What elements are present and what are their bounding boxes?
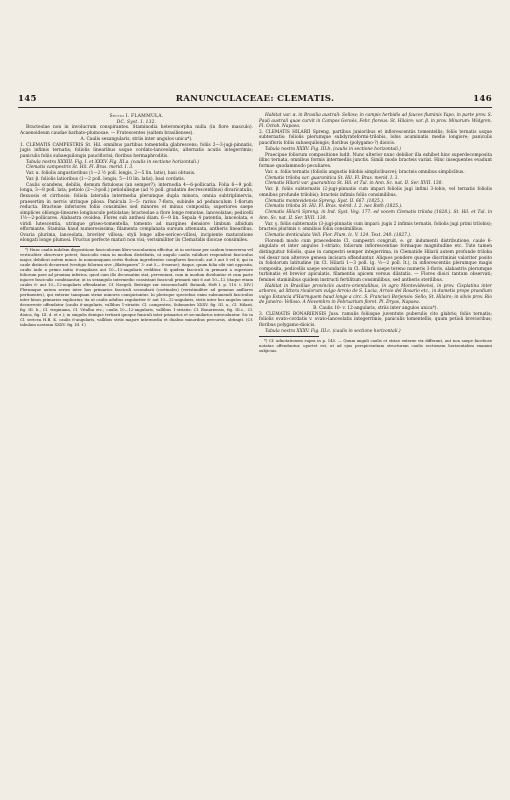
body-paragraph: Var. γ. foliis subternatis (3-jugi-pinnatis cum impari: jugis 2 infimis ternatis, foliolis jugi primi trilobis); bracteis plurimis v. omnibus foliis consimilibus. bbox=[259, 221, 492, 233]
citation: Clematis denticulata Vell. Flor. Flum. lc. V. 124. Text. 240. (1827.). bbox=[265, 233, 412, 239]
citation: Habitat var. α. in Brasilia australi: Sellow; in campis herbidis ad fauces fluminis Yapo, in parte prov. S. Pauli australi quae curvit in Campos Geraës, Febr. floreus: St. Hilaire; var. β. in prov. Minarum: Widgren. Fl. Octob. Napaea. bbox=[259, 113, 492, 130]
citation: Clematis triloba St. Hil. Fl. Bras. mérid. I. 2. nec Roth (1825.). bbox=[265, 204, 403, 210]
running-header bbox=[18, 94, 492, 106]
citation: Tabula nostra XXXV. Fig. III.b. (caulis in sectione horizontali.) bbox=[265, 146, 401, 152]
page-number-right: 146 bbox=[473, 94, 492, 104]
citation: Clematis Hilarii Spreng. in Ind. Syst. Veg. 177. ed vocem Clematis triloba (1828.). St. Hil. et Tul. in Ann. Sc. nat. II. Ser. XVII. 130. bbox=[259, 210, 492, 221]
citation: Clematis montevidensis Spreng. Syst. II. 667. (1825.). bbox=[265, 198, 385, 204]
header-rule bbox=[18, 107, 492, 108]
footnotes bbox=[20, 248, 253, 327]
body-paragraph: Caulis scandens, debilis, demum fistulosus (an semper?); internodia 4—6-pollicaria. Folia 6—9 poll. longa, 3—8 poll. lata; petiolo (2—3-poll.) petiolulisque (ad ½ poll. gradatim decrescentibus) divaricatulis, flexuosis et cirrhosis: foliola lateralia intermedia plerumque dupla minora, omnia subtriplinervia, praesertim in nervis utrinque pilosa. Panicula 3—5- rarius 7-flora, subinde ad pedunculum 1-florum reducta. Bracteae inferiores foliis consimiles sed minores et minus composita; superiores saepe simplices oblongo-lineares longiuscule petiolatae; bracteolae a flore longe remotae, lanceolatae; pedicelli 1½—2-pollicares. Alabastra ovoidea. Flores sub anthesi diam. 6—9 lin. Sepala 4 patentia, lanceolata, e viridi lutescentia, utrinque griseo-tomentella, tomento ad margines densiore limbum albidum efformante. Stamina haud numerosissima; filamenta complanata sursum attenuata, antheris linearibus. Ovaria plurima, lanceolata, breviter villosa; styli longe albo-sericeo-villosi, incipiente maturatione elongati longe plumosi. Fructus perfecte maturi non visi; verisimiliter ils Clematidis dioicae consimiles. bbox=[20, 182, 254, 244]
body-paragraph: Var. β. foliolis latioribus (1—2 poll. longis, 5—10 lin. latis), basi cordatis. bbox=[26, 177, 185, 183]
species-diagnosis: 3. CLEMATIS BONARIENSIS Juss. ramulis foliisque juventute puberulis cito glabris; foliis ternatis; foliolis ovato-cordatis v. ovato-lanceolatis integerrimis; paniculis tomentellis, quum petioli brevioribus; floribus polygamo-dioicis. bbox=[259, 311, 492, 328]
section-heading: Sectio I. FLAMMULA. bbox=[109, 113, 164, 119]
running-title: RANUNCULACEAE: CLEMATIS. bbox=[175, 94, 335, 104]
body-paragraph: Var. α. foliolis angustioribus (1—2 ½ poll. longis, 2—5 lin. latis), basi obtusis. bbox=[26, 171, 196, 177]
body-paragraph: Florendi modo cum praecedente Cl. campestri congruit, e. gr. indumenti distributione, caule 6-angulato et inter angulos 1-striato, foliorum inflorescentiae formaque magnitudine etc. Tute tamen distinguitur foliolis, quae in campestri semper integerrima, in Clematide Hilarii autem profunde triloba vel desur non alterove genesu incisura offenduntur. Aliquos pondere quoque discriminis valoriter posito in foliolorum latitudine (in Cl. Hilarii 1—3 poll. lg. ½—2 poll. lt.), in inflorescentiis plerumque magis composita, pedicellis saepe secundariis in Cl. Hilarii saepe tereno numeris 3-floris, alabastris plerumque turbinatis et brevior apiculatis, filamentis apicem versus dilatatis. — Flores dioici tantum observati; feminei staminibus quidem instructi fertilitum consimilibus, sed antheris sterilibus. bbox=[259, 238, 492, 283]
right-column bbox=[259, 113, 492, 354]
species-diagnosis: 2. CLEMATIS HILARII Spreng. partibus junioribus et inflorescentiis tomentellis; foliis ternatis usque subternatis: foliolis plerumque subdyrateformi-trilobis, lobis acuminatis medio longiore; paniculis paucifloris foliis subaequilongis; floribus (polygamo-?) dioicis. bbox=[259, 129, 492, 147]
footnotes bbox=[259, 339, 492, 354]
section-reference: DC. Syst. I. 132. bbox=[116, 119, 157, 125]
citation: Clematis campestris St. Hil. Fl. Bras. merid. I. 3. bbox=[26, 165, 134, 171]
body-paragraph: Var. β. foliis subternatis (2-jugi-pinnatis cum impari foliolis jugi infimi 3-lobis, vel ternatis foliolis omnibus profunde trilobis); bracteis infimis foliis consimilibus. bbox=[259, 187, 492, 198]
group-heading: B. Caulis 10- v. 12-angularis, striis inter angulos unica*). bbox=[313, 306, 438, 312]
left-column bbox=[20, 113, 253, 328]
footnote: *) Cf. adnotationem supra in p. 145. — Quum anguli caulis et striae externe vix differant, aut non saepe facetiose notatae offenduntur, oportet est, ut ad ejus perspicientiam structuram caulis sectionem horizontalem examini subjicias. bbox=[259, 337, 492, 353]
page-number-left: 145 bbox=[18, 94, 37, 104]
citation: Clematis Hilarii var. guaranitica St. Hil. et Tul. in Ann. Sc. nat. II. Ser. XVII. 130. bbox=[265, 181, 443, 187]
body-paragraph: Var. α. foliis ternatis (foliolis angustis bilobis simplicibusve); bracteis omnibus simplicibus. bbox=[265, 169, 465, 175]
footnote: *) Hunc caulis indolem dispositione fasciculorum libro-vascularium efficitur, ut in sectione per caulem transversa vel verticaliter observare potest; fasciculis enim in modum distributis, ut angulo caulis validiori respondeat fasciculus major, debiliori autem minor. In nonnumquam certis tholum ingredientur complures fasciculi, aut 3 aut 5 vel 6, qui in caule distincti decurrunt (vestigio folorum sive „Blattspuren“ 3- aut 5— 6-merae); itaque, quum folia sibi sint opposita, caulis inde a primo initio 6-angularis aut 10—12-angularis redditur. Si quidem fasciculi in primarii a superiore foliorum pare ad proxima inferius, quod cum illo decussatim stat, perveniunt, cum in modum dividuntur et cum parte injacee fasciculis combinantur, ut in sexangulo intermedio consistant fasciculi primarii sint 6 aut 10—12 (itaque etiam caules 6- aut 10—12-angularis offendantur. Cf. Naegeli, Beiträge zur wissenschaftl. Botanik, Heft I. p. 110. t. XIV.) Plerumque autem series inter hos primarios fasciculi secundarii (cortinales) (veristimiliter ad gemmas axillares pertinentes), qui externe tamquam striae minores conspiciuntur. In plerisque speciebus enim subsumendi fasciculus inter binos primarios explicatur, ita ut caulis adultus regulariter 6- aut 10—12-angularis, striis inter hos angulos unica decurrente offendatur (caulis 6-angularis, vallibus 1-striatis: Cl. campestris, Submontes XXXV. fig. III. a., Cl. Hilarii, fig. III. b., Cl. virginiana, Cl. Vitalba etc.; caulis 10—12-angularis, vallibus 1-striatis: Cl. Bonariensis, fig. III.c., Cl. dioica, fig. III. d. et e.); in singulis denique tertiarii quoque funiculi inter primarios et secundarios intercaluntur. Sic in Cl. sericea H.B. K. caulis 6-angularis, vallibus striis majore intermedia et duabus minoribus percursis, obtingit. (Cf. tabulam nostram XXXV. fig. III. f.) bbox=[20, 247, 254, 327]
citation: Clematis triloba var. guaranitica St. Hil. Fl. Bras. merid. I. 3. bbox=[265, 175, 399, 181]
species-diagnosis: 1. CLEMATIS CAMPESTRIS St. Hil. omnibus partibus tomentella glabrescens; foliis 2—3-jugi-pinnatis, jugis infimis ternatis; foliolis linearibus usque cordato-lanceolatis, alternatis acutis integerrimis; paniculis foliis subaequilongis pauciflorisi; floribus hermaphroditis. bbox=[20, 142, 253, 159]
body-paragraph: Praecipue foliorum compositione ludit. Nunc ulterior nunc debilior illa exhibet hinc superdecomposita illinc ternata, omnibus formis intermediis junctis. Simili modo bracteis variat. Hinc insequentes evadunt formae quodammodo peculiares. bbox=[259, 152, 492, 169]
citation: Tabula nostra XXXV. Fig. III.c. (caulis in sectione horizontali.) bbox=[265, 328, 401, 334]
citation: Habitat in Brasiliae provinciis austro-orientalibus, in agro Montevideensi, in prov. Cisplatina inter arbores, ad littora rivulorum vulgo Arroio de S. Lucia, Arroio del Rosario etc., in dumetis prope praedium vulgo Estancia d'Harmquem haud longe a circ. S. Francisci Borjensis: Sello; St. Hilaire; in silvis prov. Rio de Janeiro: Velloso. A Novembro in Februarium floret. Pl. Dryas, Napaea. bbox=[259, 283, 492, 306]
group-heading: A. Caulis sexangularis, striis inter angulos unica*). bbox=[80, 136, 193, 142]
body-paragraph: Bracteolae non in involucrum conspirantes. Staminodia heteromorpha nulla (in flore masculo). Acaenoideum caudae barbato-plumosae. — Frutescentes (saltem brasilienses). bbox=[20, 125, 253, 136]
citation: Tabula nostra XXXIII. Fig. I. et XXXV. Fig. III.a. (caulis in sectione horizontali.) bbox=[26, 159, 200, 165]
